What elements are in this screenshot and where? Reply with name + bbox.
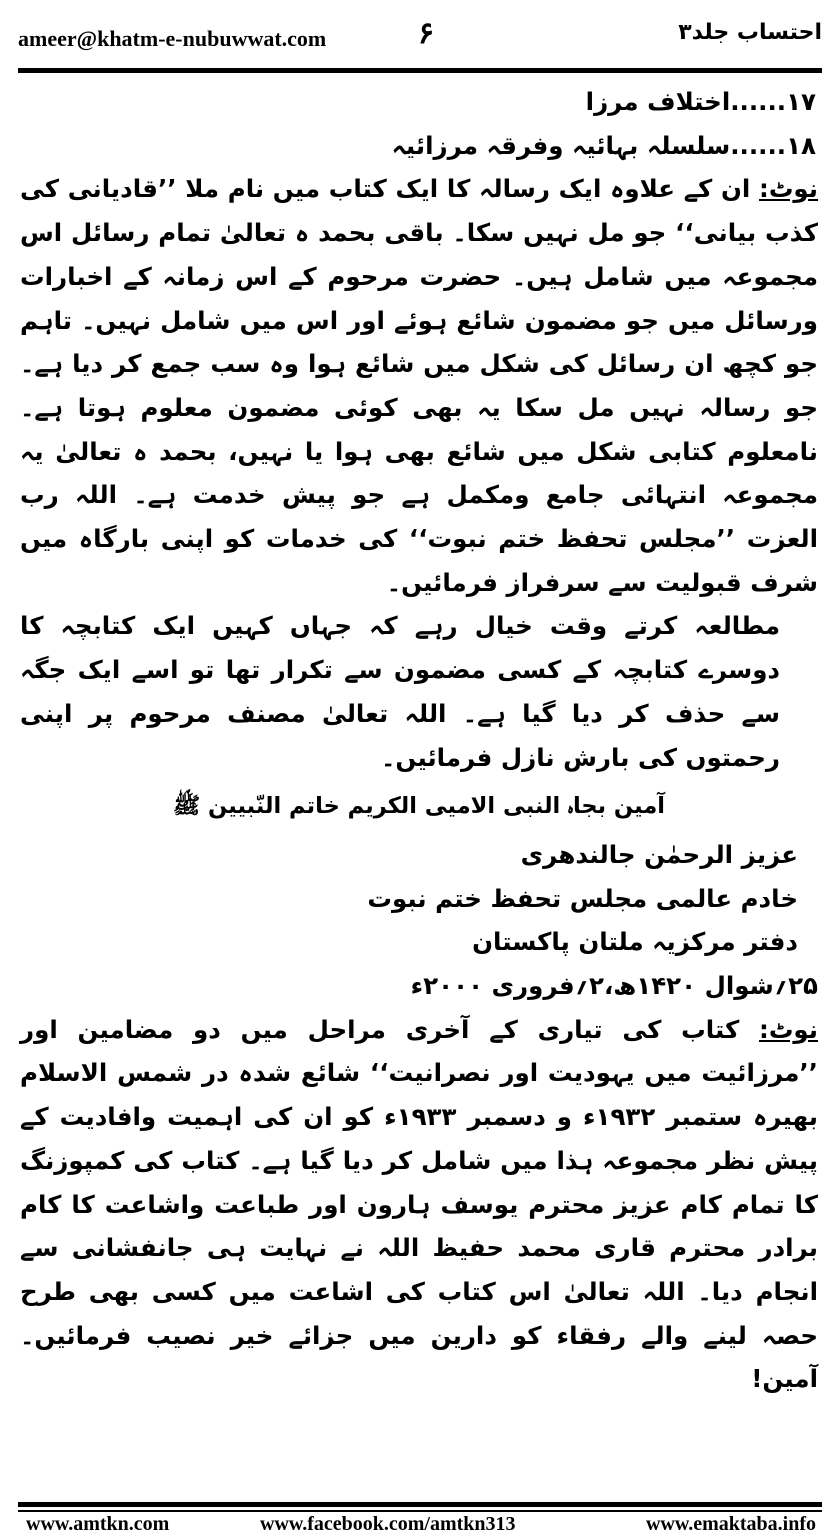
- signature-title: خادم عالمی مجلس تحفظ ختم نبوت: [367, 883, 798, 913]
- item-number: ۱۸......: [730, 130, 816, 160]
- prayer-line: آمین بجاہ النبی الامیی الکریم خاتم النّبیین ﷺ: [173, 793, 665, 820]
- footer-link-amtkn[interactable]: www.amtkn.com: [26, 1513, 170, 1535]
- item-title: سلسلہ بہائیہ وفرقہ مرزائیہ: [391, 130, 731, 160]
- item-number: ۱۷......: [730, 87, 816, 116]
- signature-block: [20, 833, 818, 964]
- volume-title: احتساب جلد۳: [678, 20, 822, 45]
- note2-paragraph: [20, 1008, 818, 1401]
- list-item: [20, 80, 818, 124]
- date-line: ۲۵؍شوال ۱۴۲۰ھ،۲؍فروری ۲۰۰۰ء: [410, 971, 818, 1001]
- signature-name: عزیز الرحمٰن جالندھری: [520, 839, 798, 869]
- note2-label: نوٹ:: [759, 1014, 818, 1044]
- reading-note-paragraph: مطالعہ کرتے وقت خیال رہے کہ جہاں کہیں ایک کتابچہ کا دوسرے کتابچہ کے کسی مضمون سے تکرار تھا تو اسے ایک جگہ سے حذف کر دیا گیا ہے۔ اللہ تعالیٰ مصنف مرحوم پر اپنی رحمتوں کی بارش نازل فرمائیں۔: [20, 611, 780, 772]
- page-number: ۶: [418, 16, 435, 51]
- note-text: ان کے علاوہ ایک رسالہ کا ایک کتاب میں نام ملا ’’قادیانی کی کذب بیانی‘‘ جو مل نہیں سکا۔ باقی بحمد ہ تعالیٰ تمام رسائل اس مجموعہ میں شامل ہیں۔ حضرت مرحوم کے اس زمانہ کے اخبارات ورسائل میں جو مضمون شائع ہوئے اور اس میں شامل نہیں۔ تاہم جو کچھ ان رسائل کی شکل میں شائع ہوا وہ سب جمع کر دیا ہے۔ جو رسالہ نہیں مل سکا یہ بھی کوئی مضمون معلوم ہوتا ہے۔ نامعلوم کتابی شکل میں شائع بھی ہوا یا نہیں، بحمد ہ تعالیٰ یہ مجموعہ انتہائی جامع ومکمل ہے جو پیش خدمت ہے۔ اللہ رب العزت ’’مجلس تحفظ ختم نبوت‘‘ کی خدمات کو اپنی بارگاہ میں شرف قبولیت سے سرفراز فرمائیں۔: [20, 174, 818, 597]
- note2-text: کتاب کی تیاری کے آخری مراحل میں دو مضامین اور ’’مرزائیت میں یہودیت اور نصرانیت‘‘ شائع شدہ در شمس الاسلام بھیرہ ستمبر ۱۹۳۲ء و دسمبر ۱۹۳۳ء کو ان کی اہمیت وافادیت کے پیش نظر مجموعہ ہذا میں شامل کر دیا گیا ہے۔ کتاب کی کمپوزنگ کا تمام کام عزیز محترم یوسف ہارون اور طباعت واشاعت کا کام برادر محترم قاری محمد حفیظ اللہ نے نہایت ہی جانفشانی سے انجام دیا۔ اللہ تعالیٰ اس کتاب کی اشاعت میں کسی بھی طرح حصہ لینے والے رفقاء کو دارین میں جزائے خیر نصیب فرمائیں۔ آمین!: [20, 1014, 818, 1394]
- footer-rule-thin: [18, 1510, 822, 1512]
- footer-link-facebook[interactable]: www.facebook.com/amtkn313: [260, 1513, 516, 1535]
- note-paragraph: [20, 167, 818, 604]
- footer-rule-thick: [18, 1502, 822, 1507]
- signature-office: دفتر مرکزیہ ملتان پاکستان: [472, 927, 798, 957]
- header-rule: [18, 68, 822, 73]
- header-email: ameer@khatm-e-nubuwwat.com: [18, 26, 327, 51]
- note-label: نوٹ:: [759, 174, 818, 204]
- list-item: [20, 124, 818, 168]
- page-header: [18, 14, 822, 62]
- item-title: اختلاف مرزا: [585, 87, 731, 116]
- footer-link-emaktaba[interactable]: www.emaktaba.info: [645, 1513, 816, 1535]
- page-footer: [26, 1513, 816, 1539]
- page-body: [20, 80, 818, 1401]
